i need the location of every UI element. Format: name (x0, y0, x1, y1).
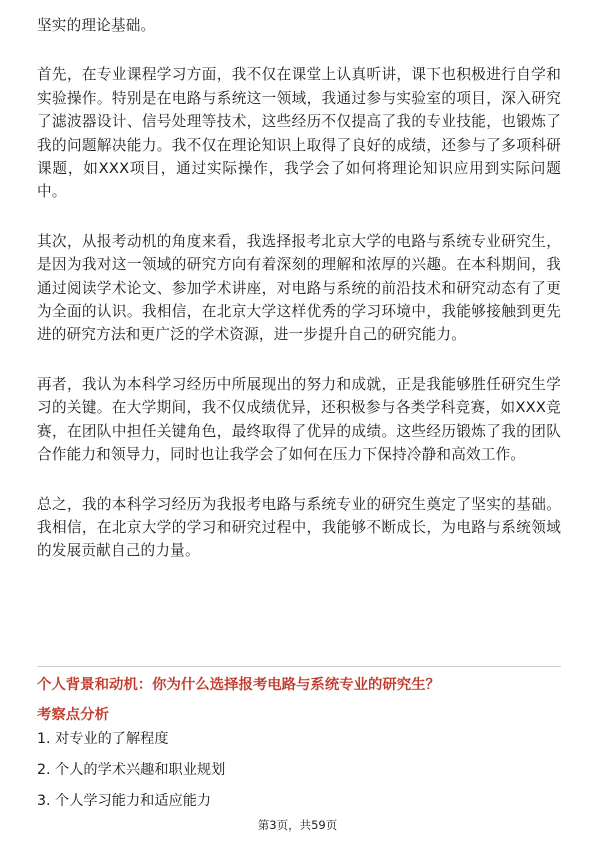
section-divider (37, 666, 561, 667)
paragraph-coursework: 首先，在专业课程学习方面，我不仅在课堂上认真听讲，课下也积极进行自学和实验操作。特别是在电路与系统这一领域，我通过参与实验室的项目，深入研究了滤波器设计、信号处理等技术，这些经历不仅提高了我的专业技能，也锻炼了我的问题解决能力。我不仅在理论知识上取得了良好的成绩，还参与了多项科研课题，如XXX项目，通过实际操作，我学会了如何将理论知识应用到实际问题中。 (37, 66, 561, 201)
page-number: 第3页，共59页 (257, 818, 338, 832)
analysis-heading: 考察点分析 (37, 707, 109, 723)
analysis-points (37, 728, 561, 812)
body-text (37, 14, 561, 563)
question-section (37, 674, 561, 821)
question-title: 个人背景和动机：你为什么选择报考电路与系统专业的研究生？ (37, 677, 440, 693)
analysis-point: 3. 个人学习能力和适应能力 (37, 793, 212, 809)
analysis-point: 1. 对专业的了解程度 (37, 731, 169, 747)
paragraph-conclusion: 总之，我的本科学习经历为我报考电路与系统专业的研究生奠定了坚实的基础。我相信，在北京大学的学习和研究过程中，我能够不断成长，为电路与系统领域的发展贡献自己的力量。 (37, 495, 561, 560)
paragraph-continuation: 坚实的理论基础。 (37, 17, 156, 34)
paragraph-motivation: 其次，从报考动机的角度来看，我选择报考北京大学的电路与系统专业研究生，是因为我对这一领域的研究方向有着深刻的理解和浓厚的兴趣。在本科期间，我通过阅读学术论文、参加学术讲座，对电路与系统的前沿技术和研究动态有了更为全面的认识。我相信，在北京大学这样优秀的学习环境中，我能够接触到更先进的研究方法和更广泛的学术资源，进一步提升自己的研究能力。 (37, 232, 561, 344)
paragraph-achievements: 再者，我认为本科学习经历中所展现出的努力和成就，正是我能够胜任研究生学习的关键。在大学期间，我不仅成绩优异，还积极参与各类学科竞赛，如XXX竞赛，在团队中担任关键角色，最终取得了优异的成绩。这些经历锻炼了我的团队合作能力和领导力，同时也让我学会了如何在压力下保持冷静和高效工作。 (37, 375, 561, 464)
analysis-point: 2. 个人的学术兴趣和职业规划 (37, 762, 226, 778)
